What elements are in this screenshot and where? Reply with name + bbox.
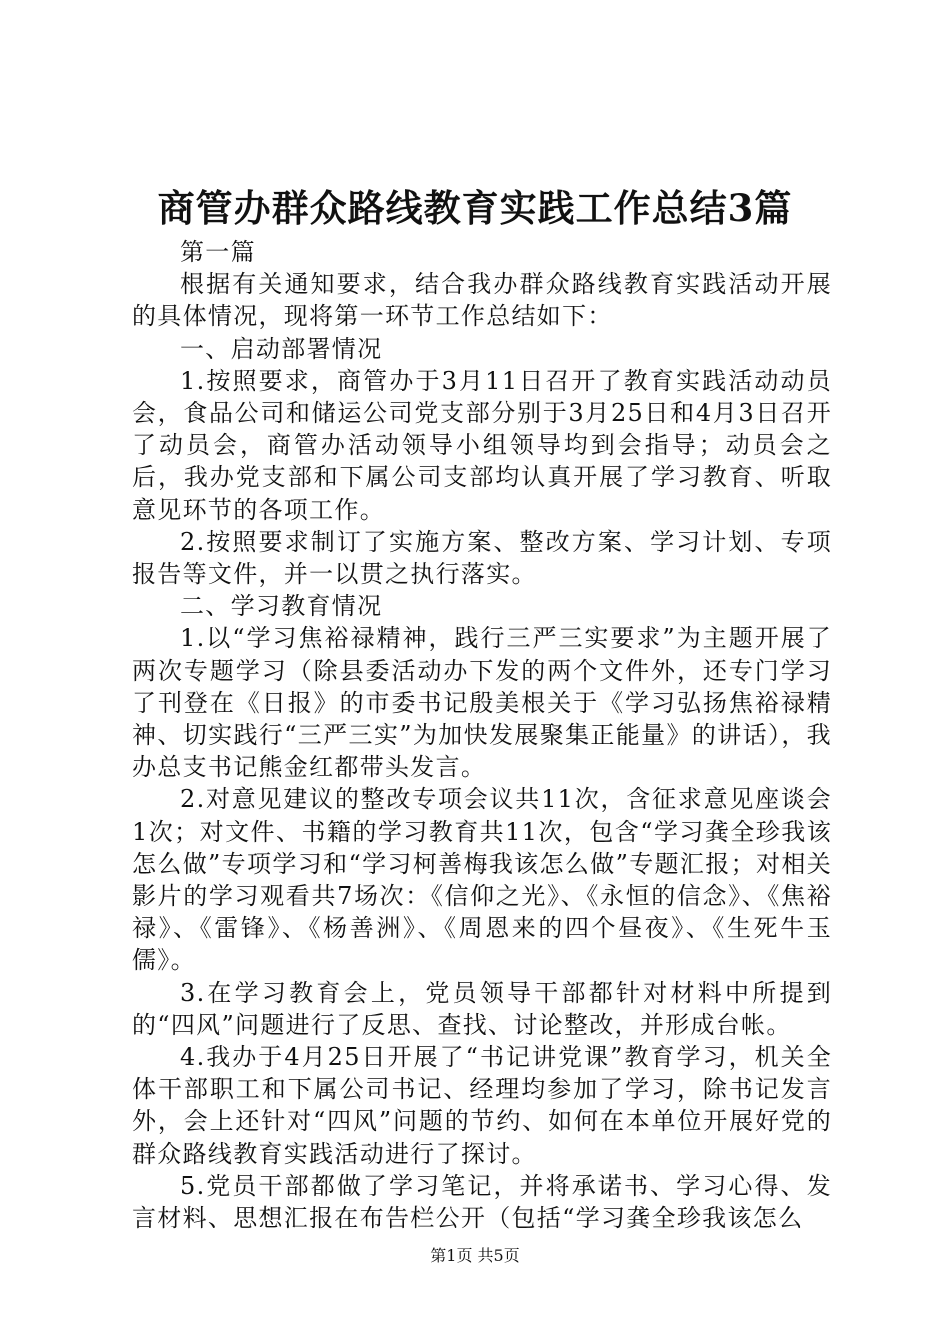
paragraph-study-item-3: 3.在学习教育会上，党员领导干部都针对材料中所提到的“四风”问题进行了反思、查找、讨论整改，并形成台帐。 — [132, 978, 832, 1039]
heading-launch-deployment: 一、启动部署情况 — [180, 334, 383, 363]
paragraph-study-item-4: 4.我办于4月25日开展了“书记讲党课”教育学习，机关全体干部职工和下属公司书记、经理均参加了学习，除书记发言外，会上还针对“四风”问题的节约、如何在本单位开展好党的群众路线教育实践活动进行了探讨。 — [132, 1043, 832, 1168]
intro-paragraph: 根据有关通知要求，结合我办群众路线教育实践活动开展的具体情况，现将第一环节工作总结如下： — [132, 270, 832, 331]
paragraph-launch-item-2: 2.按照要求制订了实施方案、整改方案、学习计划、专项报告等文件，并一以贯之执行落实。 — [132, 527, 832, 589]
document-body — [132, 236, 832, 1234]
page-footer: 第1页 共5页 — [430, 1246, 520, 1265]
section-heading-first: 第一篇 — [180, 238, 256, 266]
paragraph-study-item-2: 2.对意见建议的整改专项会议共11次，含征求意见座谈会1次；对文件、书籍的学习教育共11次，包含“学习龚全珍我该怎么做”专项学习和“学习柯善梅我该怎么做”专题汇报；对相关影片的学习观看共7场次：《信仰之光》、《永恒的信念》、《焦裕禄》、《雷锋》、《杨善洲》、《周恩来的四个昼夜》、《生死牛玉儒》。 — [132, 785, 832, 975]
paragraph-launch-item-1: 1.按照要求，商管办于3月11日召开了教育实践活动动员会，食品公司和储运公司党支部分别于3月25日和4月3日召开了动员会，商管办活动领导小组领导均到会指导；动员会之后，我办党支部和下属公司支部均认真开展了学习教育、听取意见环节的各项工作。 — [132, 366, 832, 524]
heading-study-education: 二、学习教育情况 — [180, 592, 383, 621]
paragraph-study-item-1: 1.以“学习焦裕禄精神，践行三严三实要求”为主题开展了两次专题学习（除县委活动办下发的两个文件外，还专门学习了刊登在《日报》的市委书记殷美根关于《学习弘扬焦裕禄精神、切实践行“三严三实”为加快发展聚集正能量》的讲话），我办总支书记熊金红都带头发言。 — [132, 624, 832, 782]
paragraph-study-item-5: 5.党员干部都做了学习笔记，并将承诺书、学习心得、发言材料、思想汇报在布告栏公开（包括“学习龚全珍我该怎么 — [132, 1171, 832, 1233]
document-title: 商管办群众路线教育实践工作总结3篇 — [157, 186, 793, 230]
